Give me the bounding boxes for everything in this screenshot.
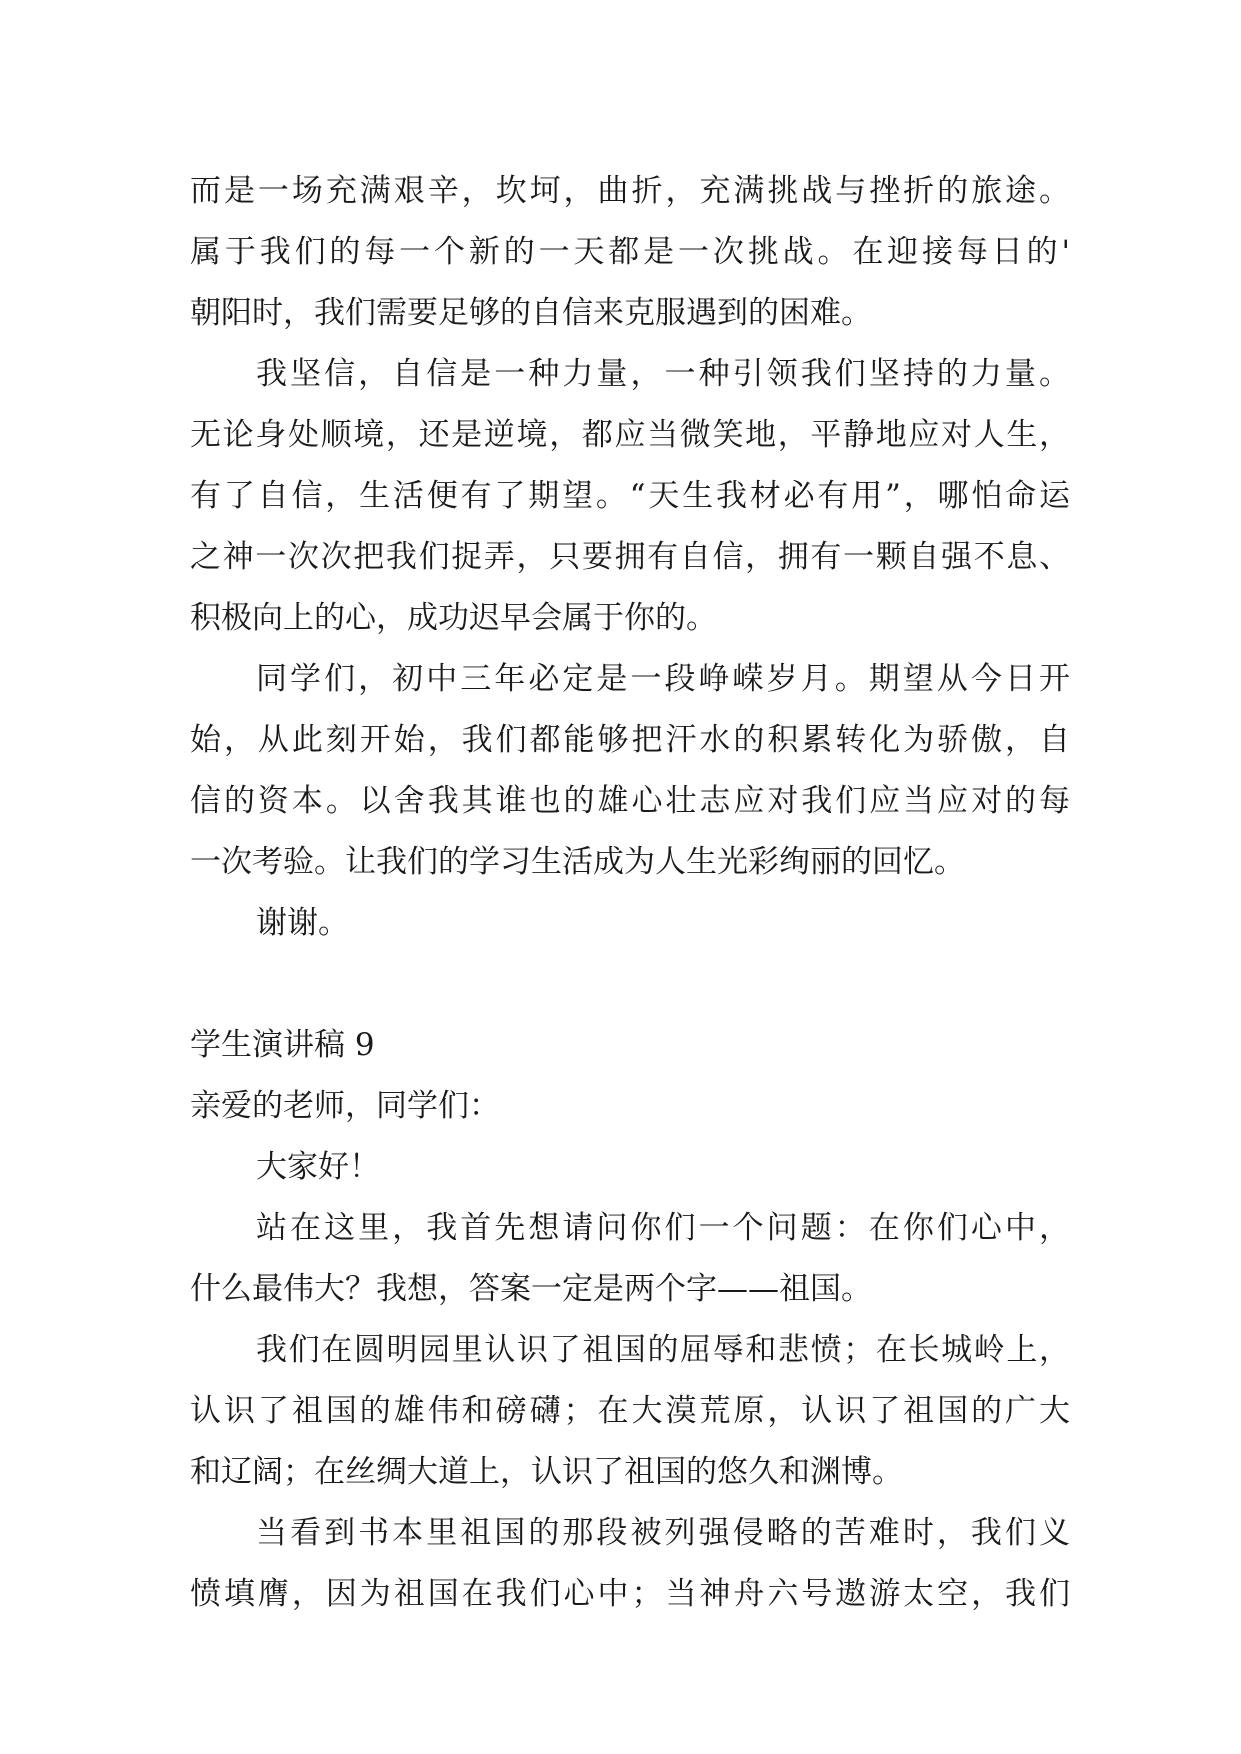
text-line: 亲爱的老师，同学们： <box>190 1088 500 1124</box>
text-line: 积极向上的心，成功迟早会属于你的。 <box>190 600 717 636</box>
text-line: 我坚信，自信是一种力量，一种引领我们坚持的力量。 <box>256 356 1070 392</box>
text-line: 愤填膺，因为祖国在我们心中；当神舟六号遨游太空，我们 <box>190 1576 1070 1612</box>
text-line: 什么最伟大？我想，答案一定是两个字——祖国。 <box>190 1271 872 1307</box>
text-line: 站在这里，我首先想请问你们一个问题：在你们心中， <box>256 1210 1070 1246</box>
text-line: 而是一场充满艰辛，坎坷，曲折，充满挑战与挫折的旅途。 <box>190 173 1070 209</box>
text-line: 无论身处顺境，还是逆境，都应当微笑地，平静地应对人生， <box>190 417 1070 453</box>
text-line: 认识了祖国的雄伟和磅礴；在大漠荒原，认识了祖国的广大 <box>190 1393 1070 1429</box>
section-heading: 学生演讲稿 9 <box>190 1027 375 1063</box>
text-line: 朝阳时，我们需要足够的自信来克服遇到的困难。 <box>190 295 872 331</box>
text-line: 我们在圆明园里认识了祖国的屈辱和悲愤；在长城岭上， <box>256 1332 1070 1368</box>
text-line: 之神一次次把我们捉弄，只要拥有自信，拥有一颗自强不息、 <box>190 539 1070 575</box>
paragraph-gap <box>190 954 1070 1015</box>
text-line: 和辽阔；在丝绸大道上，认识了祖国的悠久和渊博。 <box>190 1454 903 1490</box>
text-line: 有了自信，生活便有了期望。“天生我材必有用”，哪怕命运 <box>190 478 1070 514</box>
text-line: 一次考验。让我们的学习生活成为人生光彩绚丽的回忆。 <box>190 844 965 880</box>
document-body <box>190 161 1070 1625</box>
text-line: 信的资本。以舍我其谁也的雄心壮志应对我们应当应对的每 <box>190 783 1070 819</box>
text-line: 属于我们的每一个新的一天都是一次挑战。在迎接每日的' <box>190 234 1070 270</box>
text-line: 始，从此刻开始，我们都能够把汗水的积累转化为骄傲，自 <box>190 722 1070 758</box>
text-line: 同学们，初中三年必定是一段峥嵘岁月。期望从今日开 <box>256 661 1070 697</box>
text-line: 大家好！ <box>256 1149 380 1185</box>
text-line: 当看到书本里祖国的那段被列强侵略的苦难时，我们义 <box>256 1515 1070 1551</box>
text-line: 谢谢。 <box>256 905 349 941</box>
